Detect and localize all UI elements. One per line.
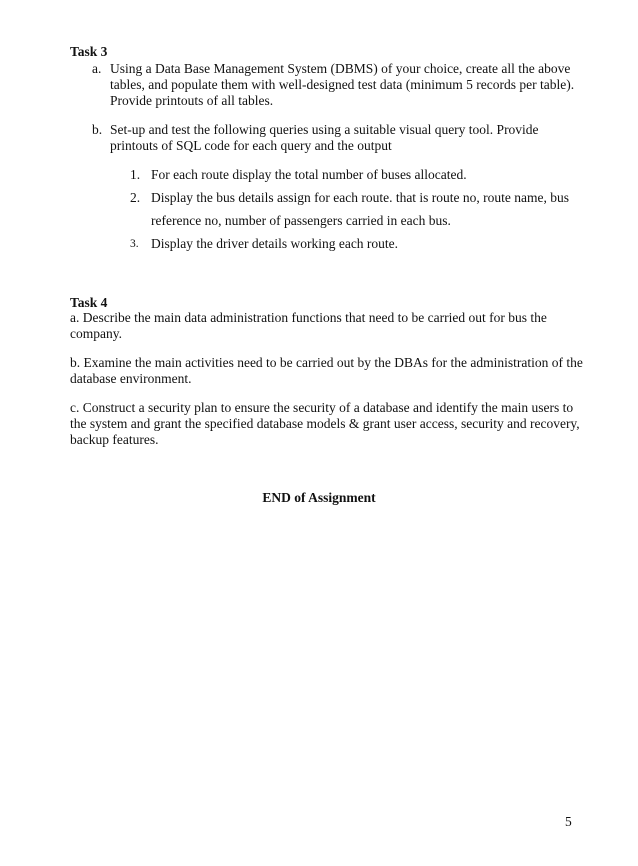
task3-heading: Task 3	[70, 44, 108, 59]
task4-para-b-line-1: b. Examine the main activities need to be carried out by the DBAs for the administration of the	[70, 355, 583, 370]
task3-item-a-marker: a.	[92, 61, 102, 76]
query-3-text: Display the driver details working each route.	[151, 236, 399, 251]
task3-item-a-line-1: Using a Data Base Management System (DBMS) of your choice, create all the above	[110, 61, 571, 76]
task4-para-c-line-1: c. Construct a security plan to ensure the security of a database and identify the main users to	[70, 400, 574, 415]
query-1-marker: 1.	[130, 167, 141, 182]
task4-para-c-line-3: backup features.	[70, 432, 159, 447]
query-1-text: For each route display the total number of buses allocated.	[151, 167, 467, 182]
page-number: 5	[565, 814, 572, 829]
task3-item-a-line-2: tables, and populate them with well-designed test data (minimum 5 records per table).	[110, 77, 575, 92]
task4-heading: Task 4	[70, 295, 108, 310]
task4-para-a-line-2: company.	[70, 326, 122, 341]
query-2-line-1: Display the bus details assign for each route. that is route no, route name, bus	[151, 190, 570, 205]
query-2-line-2: reference no, number of passengers carried in each bus.	[151, 213, 451, 228]
query-3-marker: 3.	[130, 238, 139, 250]
task3-item-a-line-3: Provide printouts of all tables.	[110, 93, 274, 108]
task3-item-b-line-1: Set-up and test the following queries using a suitable visual query tool. Provide	[110, 122, 539, 137]
task4-para-b-line-2: database environment.	[70, 371, 192, 386]
task4-para-a-line-1: a. Describe the main data administration functions that need to be carried out for bus the	[70, 310, 547, 325]
task3-item-b-marker: b.	[92, 122, 103, 137]
task3-item-b-line-2: printouts of SQL code for each query and the output	[110, 138, 392, 153]
end-of-assignment: END of Assignment	[262, 490, 376, 505]
task4-para-c-line-2: the system and grant the specified database models & grant user access, security and recovery,	[70, 416, 580, 431]
query-2-marker: 2.	[130, 190, 141, 205]
